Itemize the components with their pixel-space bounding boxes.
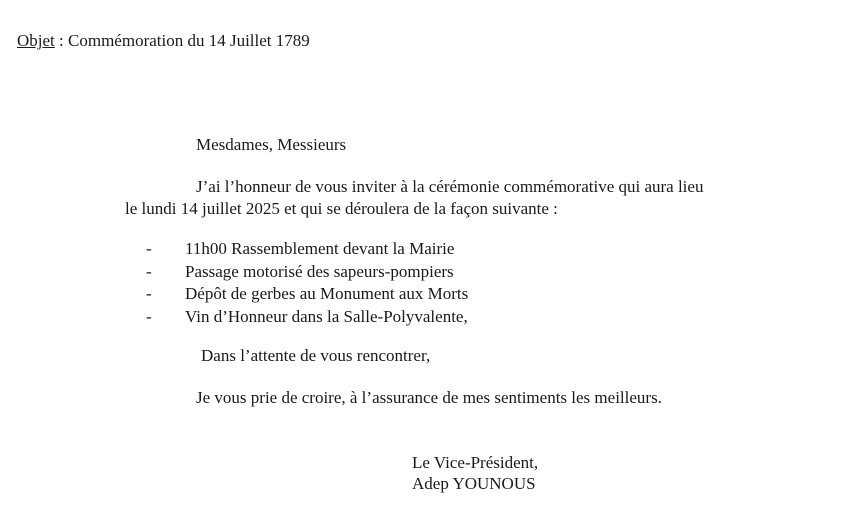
program-item-2: Passage motorisé des sapeurs-pompiers: [185, 261, 454, 281]
intro-line-1: J’ai l’honneur de vous inviter à la cérémonie commémorative qui aura lieu: [196, 177, 704, 196]
signature-title: Le Vice-Président,: [412, 453, 539, 472]
list-marker: -: [146, 306, 152, 326]
list-marker: -: [146, 239, 152, 258]
signature-name: Adep YOUNOUS: [412, 474, 536, 493]
intro-line-2: le lundi 14 juillet 2025 et qui se déroulera de la façon suivante :: [125, 199, 558, 218]
subject-text: Commémoration du 14 Juillet 1789: [68, 31, 310, 50]
program-item-3: Dépôt de gerbes au Monument aux Morts: [185, 284, 469, 303]
subject-label: Objet: [17, 31, 55, 50]
subject-separator: :: [54, 31, 69, 50]
closing-waiting: Dans l’attente de vous rencontrer,: [201, 346, 431, 365]
list-marker: -: [146, 261, 152, 281]
salutation: Mesdames, Messieurs: [196, 135, 347, 154]
subject-line: [17, 30, 310, 51]
list-marker: -: [146, 284, 152, 303]
program-item-4: Vin d’Honneur dans la Salle-Polyvalente,: [185, 306, 468, 326]
program-item-1: 11h00 Rassemblement devant la Mairie: [185, 239, 455, 258]
closing-regards: Je vous prie de croire, à l’assurance de mes sentiments les meilleurs.: [196, 388, 662, 407]
